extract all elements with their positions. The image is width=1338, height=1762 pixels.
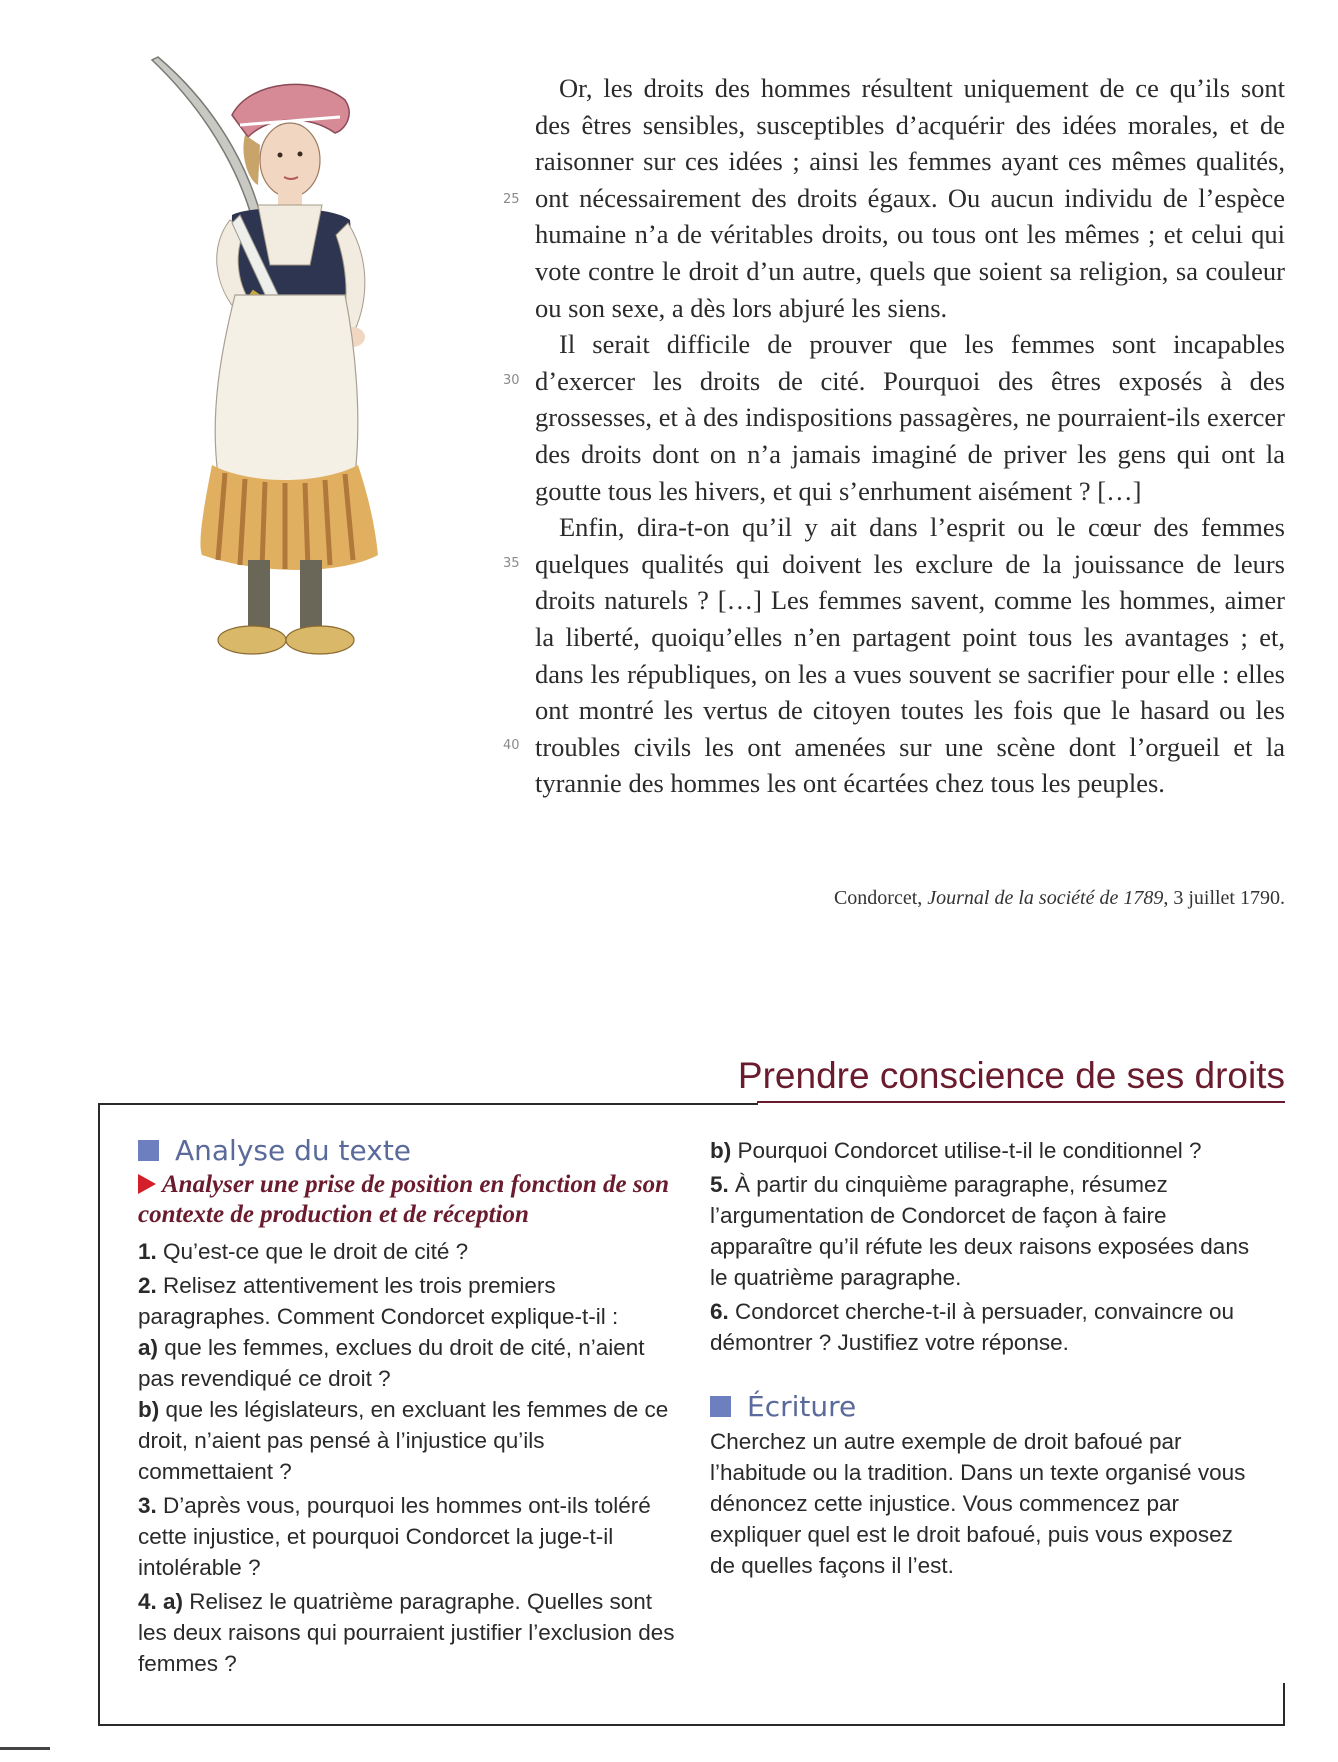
question-item — [138, 1332, 678, 1394]
question-text: Relisez le quatrième paragraphe. Quelles sont les deux raisons qui pourraient justifier l’exclusion des femmes ? — [138, 1589, 675, 1676]
analyse-subheading — [138, 1170, 678, 1230]
question-item — [138, 1270, 678, 1332]
question-item — [138, 1236, 678, 1267]
question-item — [710, 1169, 1255, 1293]
question-item — [710, 1296, 1255, 1358]
excerpt-paragraph: Or, les droits des hommes résultent uniquement de ce qu’ils sont des êtres sensibles, susceptibles d’acquérir des idées morales, et de raisonner sur ces idées ; ainsi les femmes ayant ces mêmes qualités, ont nécessairement des droits égaux. Ou aucun individu de l’espèce humaine n’a de véritables droits, ou tous ont les mêmes ; et celui qui vote contre le droit d’un autre, quels que soient sa religion, sa couleur ou son sexe, a dès lors abjuré les siens. — [535, 73, 1285, 323]
source-date: , 3 juillet 1790. — [1163, 887, 1285, 909]
page-edge-mark — [0, 1747, 50, 1750]
line-number-25: 25 — [503, 192, 520, 207]
question-text: À partir du cinquième paragraphe, résumez l’argumentation de Condorcet de façon à faire apparaître qu’il réfute les deux raisons exposées dans le quatrième paragraphe. — [710, 1172, 1250, 1290]
line-number-30: 30 — [503, 373, 520, 388]
question-number: 4. a) — [138, 1589, 184, 1614]
question-item — [710, 1135, 1255, 1166]
woman-with-sabre-illustration — [140, 55, 430, 705]
ecriture-instructions: Cherchez un autre exemple de droit bafoué par l’habitude ou la tradition. Dans un texte organisé vous dénoncez cette injustice. Vous commencez par expliquer quel est le droit bafoué, puis vous exposez de quelles façons il l’est. — [710, 1429, 1246, 1578]
question-number: b) — [138, 1397, 160, 1422]
question-text: que les législateurs, en excluant les femmes de ce droit, n’aient pas pensé à l’injustice qu’ils commettaient ? — [138, 1397, 669, 1484]
question-number: 6. — [710, 1299, 729, 1324]
triangle-arrow-icon — [138, 1174, 156, 1194]
box-top-border — [98, 1103, 758, 1105]
square-bullet-icon — [710, 1396, 731, 1417]
question-text: Relisez attentivement les trois premiers paragraphes. Comment Condorcet explique-t-il : — [138, 1273, 619, 1329]
ecriture-heading-label: Écriture — [747, 1390, 857, 1423]
question-text: Qu’est-ce que le droit de cité ? — [156, 1239, 469, 1264]
line-number-40: 40 — [503, 738, 520, 753]
question-number: b) — [710, 1138, 732, 1163]
excerpt-paragraph: Il serait difficile de prouver que les femmes sont incapables d’exercer les droits de cité. Pourquoi des êtres exposés à des grossesses, et à des indispositions passagères, ne pourraient-ils exercer des droits dont on n’a jamais imaginé de priver les gens qui ont la goutte tous les hivers, et qui s’enrhument aisément ? […] — [535, 329, 1285, 506]
source-author: Condorcet, — [833, 887, 923, 909]
box-right-border — [1283, 1683, 1285, 1726]
question-number: 1. — [138, 1239, 157, 1264]
analyse-subheading-label: Analyser une prise de position en fonction de son contexte de production et de réception — [138, 1171, 669, 1228]
square-bullet-icon — [138, 1140, 159, 1161]
ecriture-heading — [710, 1391, 1255, 1422]
question-number: 3. — [138, 1493, 157, 1518]
analyse-heading-label: Analyse du texte — [175, 1134, 412, 1167]
excerpt-paragraph: Enfin, dira-t-on qu’il y ait dans l’esprit ou le cœur des femmes quelques qualités qui doivent les exclure de la jouissance de leurs droits naturels ? […] Les femmes savent, comme les hommes, aimer la liberté, quoiqu’elles n’en partagent point tous les avantages ; et, dans les républiques, on les a vues souvent se sacrifier pour elle : elles ont montré les vertus de citoyen toutes les fois que le hasard ou les troubles civils les ont amenées sur une scène dont l’orgueil et la tyrannie des hommes les ont écartées chez tous les peuples. — [535, 512, 1285, 799]
question-item — [138, 1586, 678, 1679]
source-work: Journal de la société de 1789 — [927, 887, 1164, 909]
question-item — [138, 1490, 678, 1583]
exercise-column-right — [710, 1135, 1255, 1584]
analyse-heading — [138, 1135, 678, 1166]
section-title: Prendre conscience de ses droits — [737, 1055, 1285, 1096]
line-number-35: 35 — [503, 556, 520, 571]
condorcet-excerpt — [535, 70, 1285, 802]
source-citation — [834, 887, 1285, 910]
question-text: que les femmes, exclues du droit de cité, n’aient pas revendiqué ce droit ? — [138, 1335, 645, 1391]
question-text: D’après vous, pourquoi les hommes ont-ils toléré cette injustice, et pourquoi Condorcet la juge-t-il intolérable ? — [138, 1493, 651, 1580]
question-number: 2. — [138, 1273, 157, 1298]
question-text: Condorcet cherche-t-il à persuader, convaincre ou démontrer ? Justifiez votre réponse. — [710, 1299, 1235, 1355]
question-text: Pourquoi Condorcet utilise-t-il le conditionnel ? — [731, 1138, 1202, 1163]
question-number: 5. — [710, 1172, 729, 1197]
question-item — [138, 1394, 678, 1487]
exercise-column-left — [138, 1135, 678, 1682]
spacer — [710, 1361, 1255, 1391]
question-number: a) — [138, 1335, 159, 1360]
